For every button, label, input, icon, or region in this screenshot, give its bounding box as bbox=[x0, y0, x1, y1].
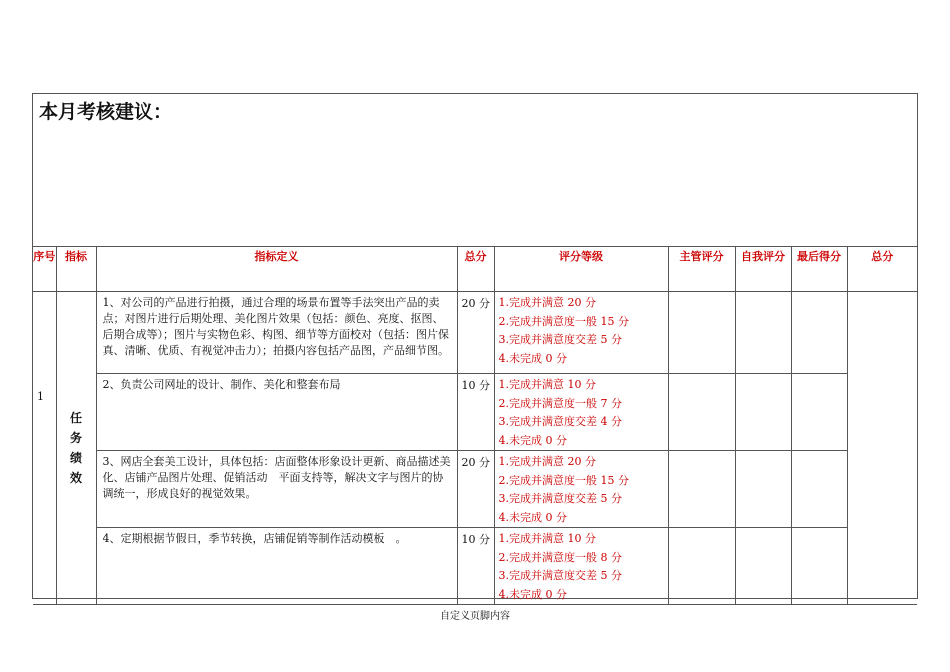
final-score-cell[interactable] bbox=[791, 451, 847, 528]
definition-cell: 3、网店全套美工设计，具体包括：店面整体形象设计更新、商品描述美化、店铺产品图片处理、促销活动 平面支持等，解决文字与图片的协调统一，形成良好的视觉效果。 bbox=[96, 451, 457, 528]
category-char: 绩 bbox=[69, 451, 82, 465]
table-row bbox=[33, 451, 917, 528]
final-score-cell[interactable] bbox=[791, 292, 847, 374]
grade-item: 4.未完成 0 分 bbox=[498, 587, 567, 601]
grade-cell bbox=[494, 292, 668, 374]
header-manager-score: 主管评分 bbox=[668, 247, 735, 292]
manager-score-cell[interactable] bbox=[668, 292, 735, 374]
definition-cell: 2、负责公司网址的设计、制作、美化和整套布局 bbox=[96, 374, 457, 451]
final-score-cell[interactable] bbox=[791, 528, 847, 605]
grade-item: 3.完成并满意度交差 5 分 bbox=[498, 333, 622, 346]
grade-item: 4.未完成 0 分 bbox=[498, 433, 567, 447]
header-indicator: 指标 bbox=[56, 247, 96, 292]
score-cell: 20 分 bbox=[457, 451, 494, 528]
manager-score-cell[interactable] bbox=[668, 528, 735, 605]
header-definition: 指标定义 bbox=[96, 247, 457, 292]
page-footer: 自定义页脚内容 bbox=[440, 611, 510, 622]
header-total: 总分 bbox=[847, 247, 917, 292]
header-final-score: 最后得分 bbox=[791, 247, 847, 292]
grade-item: 1.完成并满意 10 分 bbox=[498, 378, 596, 391]
grade-cell bbox=[494, 451, 668, 528]
grade-item: 1.完成并满意 20 分 bbox=[498, 455, 596, 468]
self-score-cell[interactable] bbox=[735, 292, 791, 374]
self-score-cell[interactable] bbox=[735, 528, 791, 605]
suggestion-title: 本月考核建议： bbox=[39, 101, 173, 123]
table-row bbox=[33, 374, 917, 451]
table-row bbox=[33, 292, 917, 374]
section-category bbox=[56, 292, 96, 605]
grade-item: 2.完成并满意度一般 7 分 bbox=[498, 396, 622, 410]
grade-item: 4.未完成 0 分 bbox=[498, 351, 567, 365]
grade-cell bbox=[494, 374, 668, 451]
manager-score-cell[interactable] bbox=[668, 451, 735, 528]
self-score-cell[interactable] bbox=[735, 374, 791, 451]
definition-cell: 1、对公司的产品进行拍摄，通过合理的场景布置等手法突出产品的卖点；对图片进行后期处理、美化图片效果（包括：颜色、亮度、抠图、后期合成等）；图片与实物色彩、构图、细节等方面校对（包括：图片保真、清晰、优质、有视觉冲击力）；拍摄内容包括产品图，产品细节图。 bbox=[96, 292, 457, 374]
grade-item: 2.完成并满意度一般 15 分 bbox=[498, 473, 629, 487]
manager-score-cell[interactable] bbox=[668, 374, 735, 451]
header-grade: 评分等级 bbox=[494, 247, 668, 292]
score-cell: 10 分 bbox=[457, 528, 494, 605]
total-score-cell[interactable] bbox=[847, 292, 917, 605]
definition-cell: 4、定期根据节假日，季节转换，店铺促销等制作活动模板 。 bbox=[96, 528, 457, 605]
assessment-form bbox=[32, 93, 918, 599]
category-char: 务 bbox=[69, 431, 82, 445]
grade-item: 3.完成并满意度交差 5 分 bbox=[498, 492, 622, 505]
score-cell: 10 分 bbox=[457, 374, 494, 451]
grade-item: 1.完成并满意 20 分 bbox=[498, 296, 596, 309]
grade-item: 2.完成并满意度一般 8 分 bbox=[498, 550, 622, 564]
grade-item: 3.完成并满意度交差 4 分 bbox=[498, 415, 622, 428]
category-char: 效 bbox=[69, 471, 82, 485]
header-total-score: 总分 bbox=[457, 247, 494, 292]
grade-item: 4.未完成 0 分 bbox=[498, 510, 567, 524]
category-char: 任 bbox=[69, 411, 82, 425]
table-row bbox=[33, 528, 917, 605]
self-score-cell[interactable] bbox=[735, 451, 791, 528]
score-cell: 20 分 bbox=[457, 292, 494, 374]
kpi-table bbox=[33, 247, 917, 605]
grade-item: 2.完成并满意度一般 15 分 bbox=[498, 314, 629, 328]
grade-item: 1.完成并满意 10 分 bbox=[498, 532, 596, 545]
final-score-cell[interactable] bbox=[791, 374, 847, 451]
monthly-suggestion-box[interactable] bbox=[33, 94, 917, 247]
header-seq: 序号 bbox=[33, 247, 56, 292]
grade-item: 3.完成并满意度交差 5 分 bbox=[498, 569, 622, 582]
section-seq: 1 bbox=[33, 292, 56, 605]
header-self-score: 自我评分 bbox=[735, 247, 791, 292]
grade-cell bbox=[494, 528, 668, 605]
header-row bbox=[33, 247, 917, 292]
